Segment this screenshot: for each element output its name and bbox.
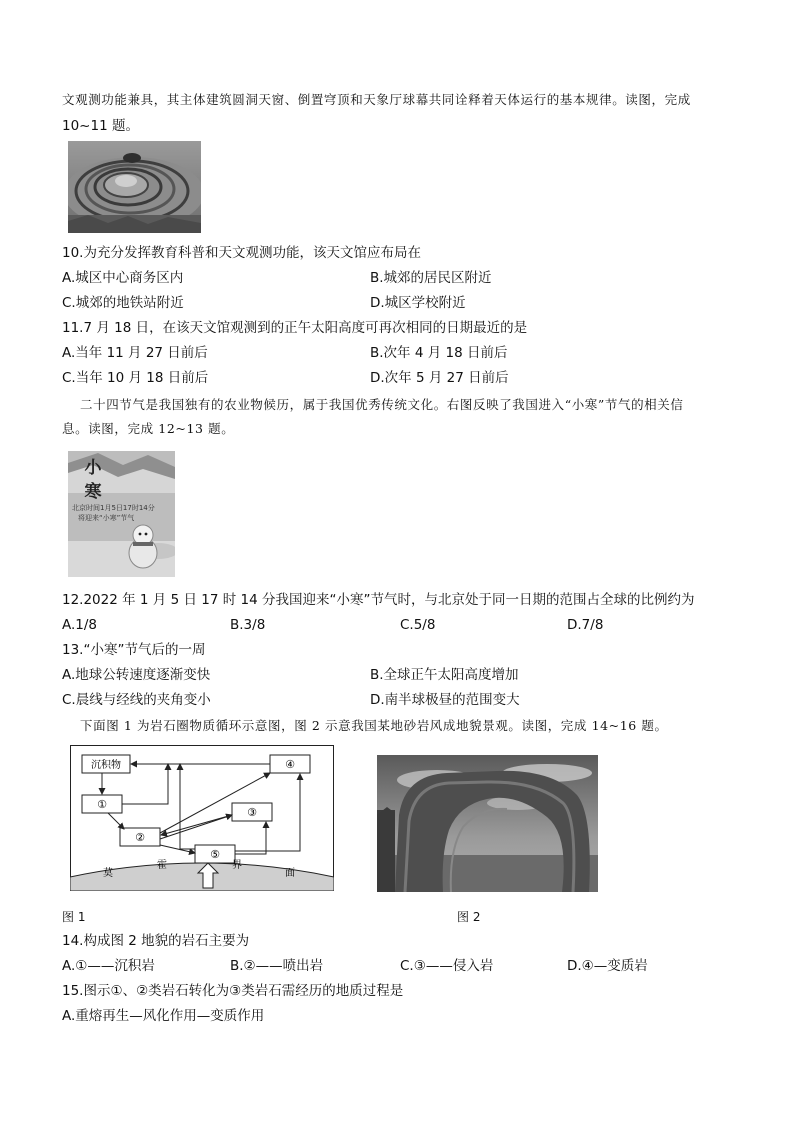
poster-arrival-text: 将迎来“小寒”节气 xyxy=(78,514,135,522)
sandstone-arch-photo xyxy=(377,755,598,892)
planetarium-photo xyxy=(68,141,201,233)
q11-option-d[interactable]: D.次年 5 月 27 日前后 xyxy=(370,370,509,386)
intro-solar-term-line1: 二十四节气是我国独有的农业物候历，属于我国优秀传统文化。右图反映了我国进入“小寒”节气的相关信 xyxy=(80,397,684,412)
q14-option-b[interactable]: B.②——喷出岩 xyxy=(230,958,324,974)
intro-rock-cycle: 下面图 1 为岩石圈物质循环示意图，图 2 示意我国某地砂岩风成地貌景观。读图，完成 14~16 题。 xyxy=(80,718,668,733)
q14-option-a[interactable]: A.①——沉积岩 xyxy=(62,958,155,974)
diagram-label-1: ① xyxy=(97,798,107,811)
rock-cycle-diagram xyxy=(70,745,334,891)
poster-time-text: 北京时间1月5日17时14分 xyxy=(72,504,155,512)
q11-stem: 11.7 月 18 日，在该天文馆观测到的正午太阳高度可再次相同的日期最近的是 xyxy=(62,320,528,336)
diagram-label-5: ⑤ xyxy=(210,848,220,861)
q13-option-c[interactable]: C.晨线与经线的夹角变小 xyxy=(62,692,211,708)
poster-char-xiao: 小 xyxy=(84,458,102,478)
diagram-label-2: ② xyxy=(135,831,145,844)
q10-option-b[interactable]: B.城郊的居民区附近 xyxy=(370,270,492,286)
diagram-boundary-char1: 莫 xyxy=(103,868,113,879)
q10-option-d[interactable]: D.城区学校附近 xyxy=(370,295,466,311)
diagram-label-3: ③ xyxy=(247,806,257,819)
q14-option-c[interactable]: C.③——侵入岩 xyxy=(400,958,494,974)
q11-option-c[interactable]: C.当年 10 月 18 日前后 xyxy=(62,370,209,386)
q13-option-b[interactable]: B.全球正午太阳高度增加 xyxy=(370,667,519,683)
q11-option-b[interactable]: B.次年 4 月 18 日前后 xyxy=(370,345,508,361)
q10-option-c[interactable]: C.城郊的地铁站附近 xyxy=(62,295,184,311)
q12-option-a[interactable]: A.1/8 xyxy=(62,617,98,633)
figure2-caption: 图 2 xyxy=(457,910,481,924)
q12-stem: 12.2022 年 1 月 5 日 17 时 14 分我国迎来“小寒”节气时，与北京处于同一日期的范围占全球的比例约为 xyxy=(62,592,695,608)
xiaohan-poster xyxy=(68,451,175,577)
intro-solar-term-line2: 息。读图，完成 12~13 题。 xyxy=(62,421,235,436)
q12-option-b[interactable]: B.3/8 xyxy=(230,617,266,633)
q12-option-c[interactable]: C.5/8 xyxy=(400,617,436,633)
q13-stem: 13.“小寒”节气后的一周 xyxy=(62,642,206,658)
figure1-caption: 图 1 xyxy=(62,910,86,924)
q12-option-d[interactable]: D.7/8 xyxy=(567,617,604,633)
diagram-label-sediment: 沉积物 xyxy=(91,760,121,771)
diagram-label-4: ④ xyxy=(285,758,295,771)
q13-option-d[interactable]: D.南半球极昼的范围变大 xyxy=(370,692,520,708)
intro-astronomy-line1: 文观测功能兼具，其主体建筑圆洞天窗、倒置穹顶和天象厅球幕共同诠释着天体运行的基本规律。读图，完成 xyxy=(62,92,691,107)
diagram-boundary-char4: 面 xyxy=(285,868,295,879)
q11-option-a[interactable]: A.当年 11 月 27 日前后 xyxy=(62,345,208,361)
q10-option-a[interactable]: A.城区中心商务区内 xyxy=(62,270,184,286)
q15-option-a[interactable]: A.重熔再生—风化作用—变质作用 xyxy=(62,1008,265,1024)
q15-stem: 15.图示①、②类岩石转化为③类岩石需经历的地质过程是 xyxy=(62,983,404,999)
q10-stem: 10.为充分发挥教育科普和天文观测功能，该天文馆应布局在 xyxy=(62,245,421,261)
q13-option-a[interactable]: A.地球公转速度逐渐变快 xyxy=(62,667,211,683)
poster-char-han: 寒 xyxy=(84,482,102,502)
diagram-boundary-char2: 霍 xyxy=(157,860,167,871)
q14-option-d[interactable]: D.④—变质岩 xyxy=(567,958,648,974)
intro-astronomy-line2: 10~11 题。 xyxy=(62,118,139,134)
diagram-boundary-char3: 界 xyxy=(232,860,242,871)
q14-stem: 14.构成图 2 地貌的岩石主要为 xyxy=(62,933,250,949)
